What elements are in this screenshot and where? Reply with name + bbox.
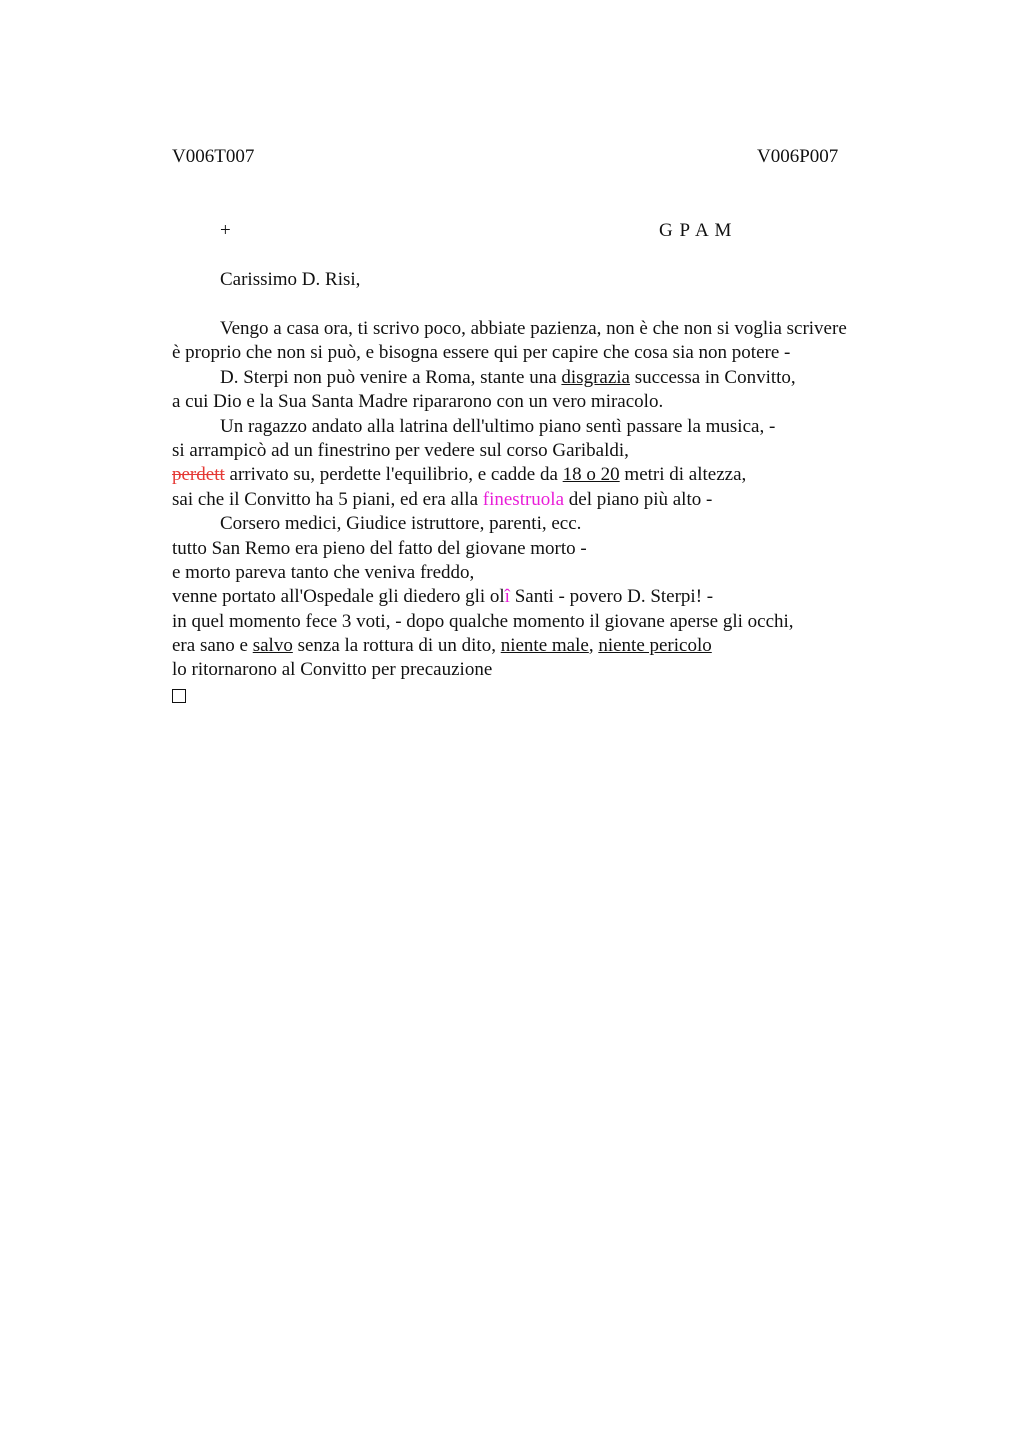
line-text: tutto San Remo era pieno del fatto del giovane morto - [172, 537, 587, 559]
struck-text: perdett [172, 464, 225, 486]
line-text: sai che il Convitto ha 5 piani, ed era alla [172, 488, 483, 510]
underlined-text: disgrazia [561, 366, 630, 388]
line-text: Santi - povero D. Sterpi! - [509, 586, 714, 608]
letter-line [172, 488, 932, 512]
line-text: senza la rottura di un dito, [292, 635, 501, 657]
line-text: e morto pareva tanto che veniva freddo, [172, 561, 475, 583]
line-text: Un ragazzo andato alla latrina dell'ultimo piano sentì passare la musica, - [220, 415, 776, 437]
letter-line [172, 366, 932, 390]
letter-line [172, 634, 932, 658]
line-text: venne portato all'Ospedale gli diedero gli ol [172, 586, 505, 608]
line-text: metri di altezza, [619, 464, 747, 486]
letter-line [172, 561, 932, 585]
line-text: Vengo a casa ora, ti scrivo poco, abbiate pazienza, non è che non si voglia scrivere [220, 318, 847, 339]
cross-symbol: + [220, 220, 231, 241]
line-text: del piano più alto - [564, 488, 713, 510]
line-text: , [588, 635, 599, 657]
letter-line [172, 512, 932, 536]
line-text: Corsero medici, Giudice istruttore, parenti, ecc. [220, 513, 582, 535]
empty-box-icon [172, 689, 186, 703]
letter-line [172, 537, 932, 561]
letter-line [172, 439, 932, 463]
letter-line [172, 683, 932, 707]
line-text: D. Sterpi non può venire a Roma, stante una [220, 366, 562, 388]
letter-line [172, 341, 932, 365]
line-text: in quel momento fece 3 voti, - dopo qualche momento il giovane aperse gli occhi, [172, 610, 794, 632]
letter-line [172, 585, 932, 609]
line-text: lo ritornarono al Convitto per precauzione [172, 659, 493, 681]
line-text: a cui Dio e la Sua Santa Madre ripararono con un vero miracolo. [172, 391, 664, 413]
letter-line [172, 317, 932, 341]
document-code-right: V006P007 [757, 146, 839, 167]
highlighted-text: î [504, 586, 510, 608]
letter-line [172, 610, 932, 634]
highlighted-text: finestruola [482, 488, 565, 510]
letter-line [172, 463, 932, 487]
gpam-heading: G P A M [659, 220, 733, 241]
line-text: si arrampicò ad un finestrino per vedere sul corso Garibaldi, [172, 439, 629, 461]
underlined-text: niente male [500, 635, 589, 657]
line-text: è proprio che non si può, e bisogna essere qui per capire che cosa sia non potere - [172, 342, 791, 364]
underlined-text: 18 o 20 [562, 464, 620, 486]
letter-body [172, 317, 932, 707]
document-code-left: V006T007 [172, 146, 255, 167]
line-text: successa in Convitto, [629, 366, 796, 388]
letter-line [172, 658, 932, 682]
salutation: Carissimo D. Risi, [220, 269, 361, 290]
letter-line [172, 390, 932, 414]
underlined-text: niente pericolo [598, 635, 712, 657]
letter-line [172, 415, 932, 439]
line-text: arrivato su, perdette l'equilibrio, e cadde da [224, 464, 563, 486]
line-text: era sano e [172, 635, 253, 657]
underlined-text: salvo [252, 635, 293, 657]
